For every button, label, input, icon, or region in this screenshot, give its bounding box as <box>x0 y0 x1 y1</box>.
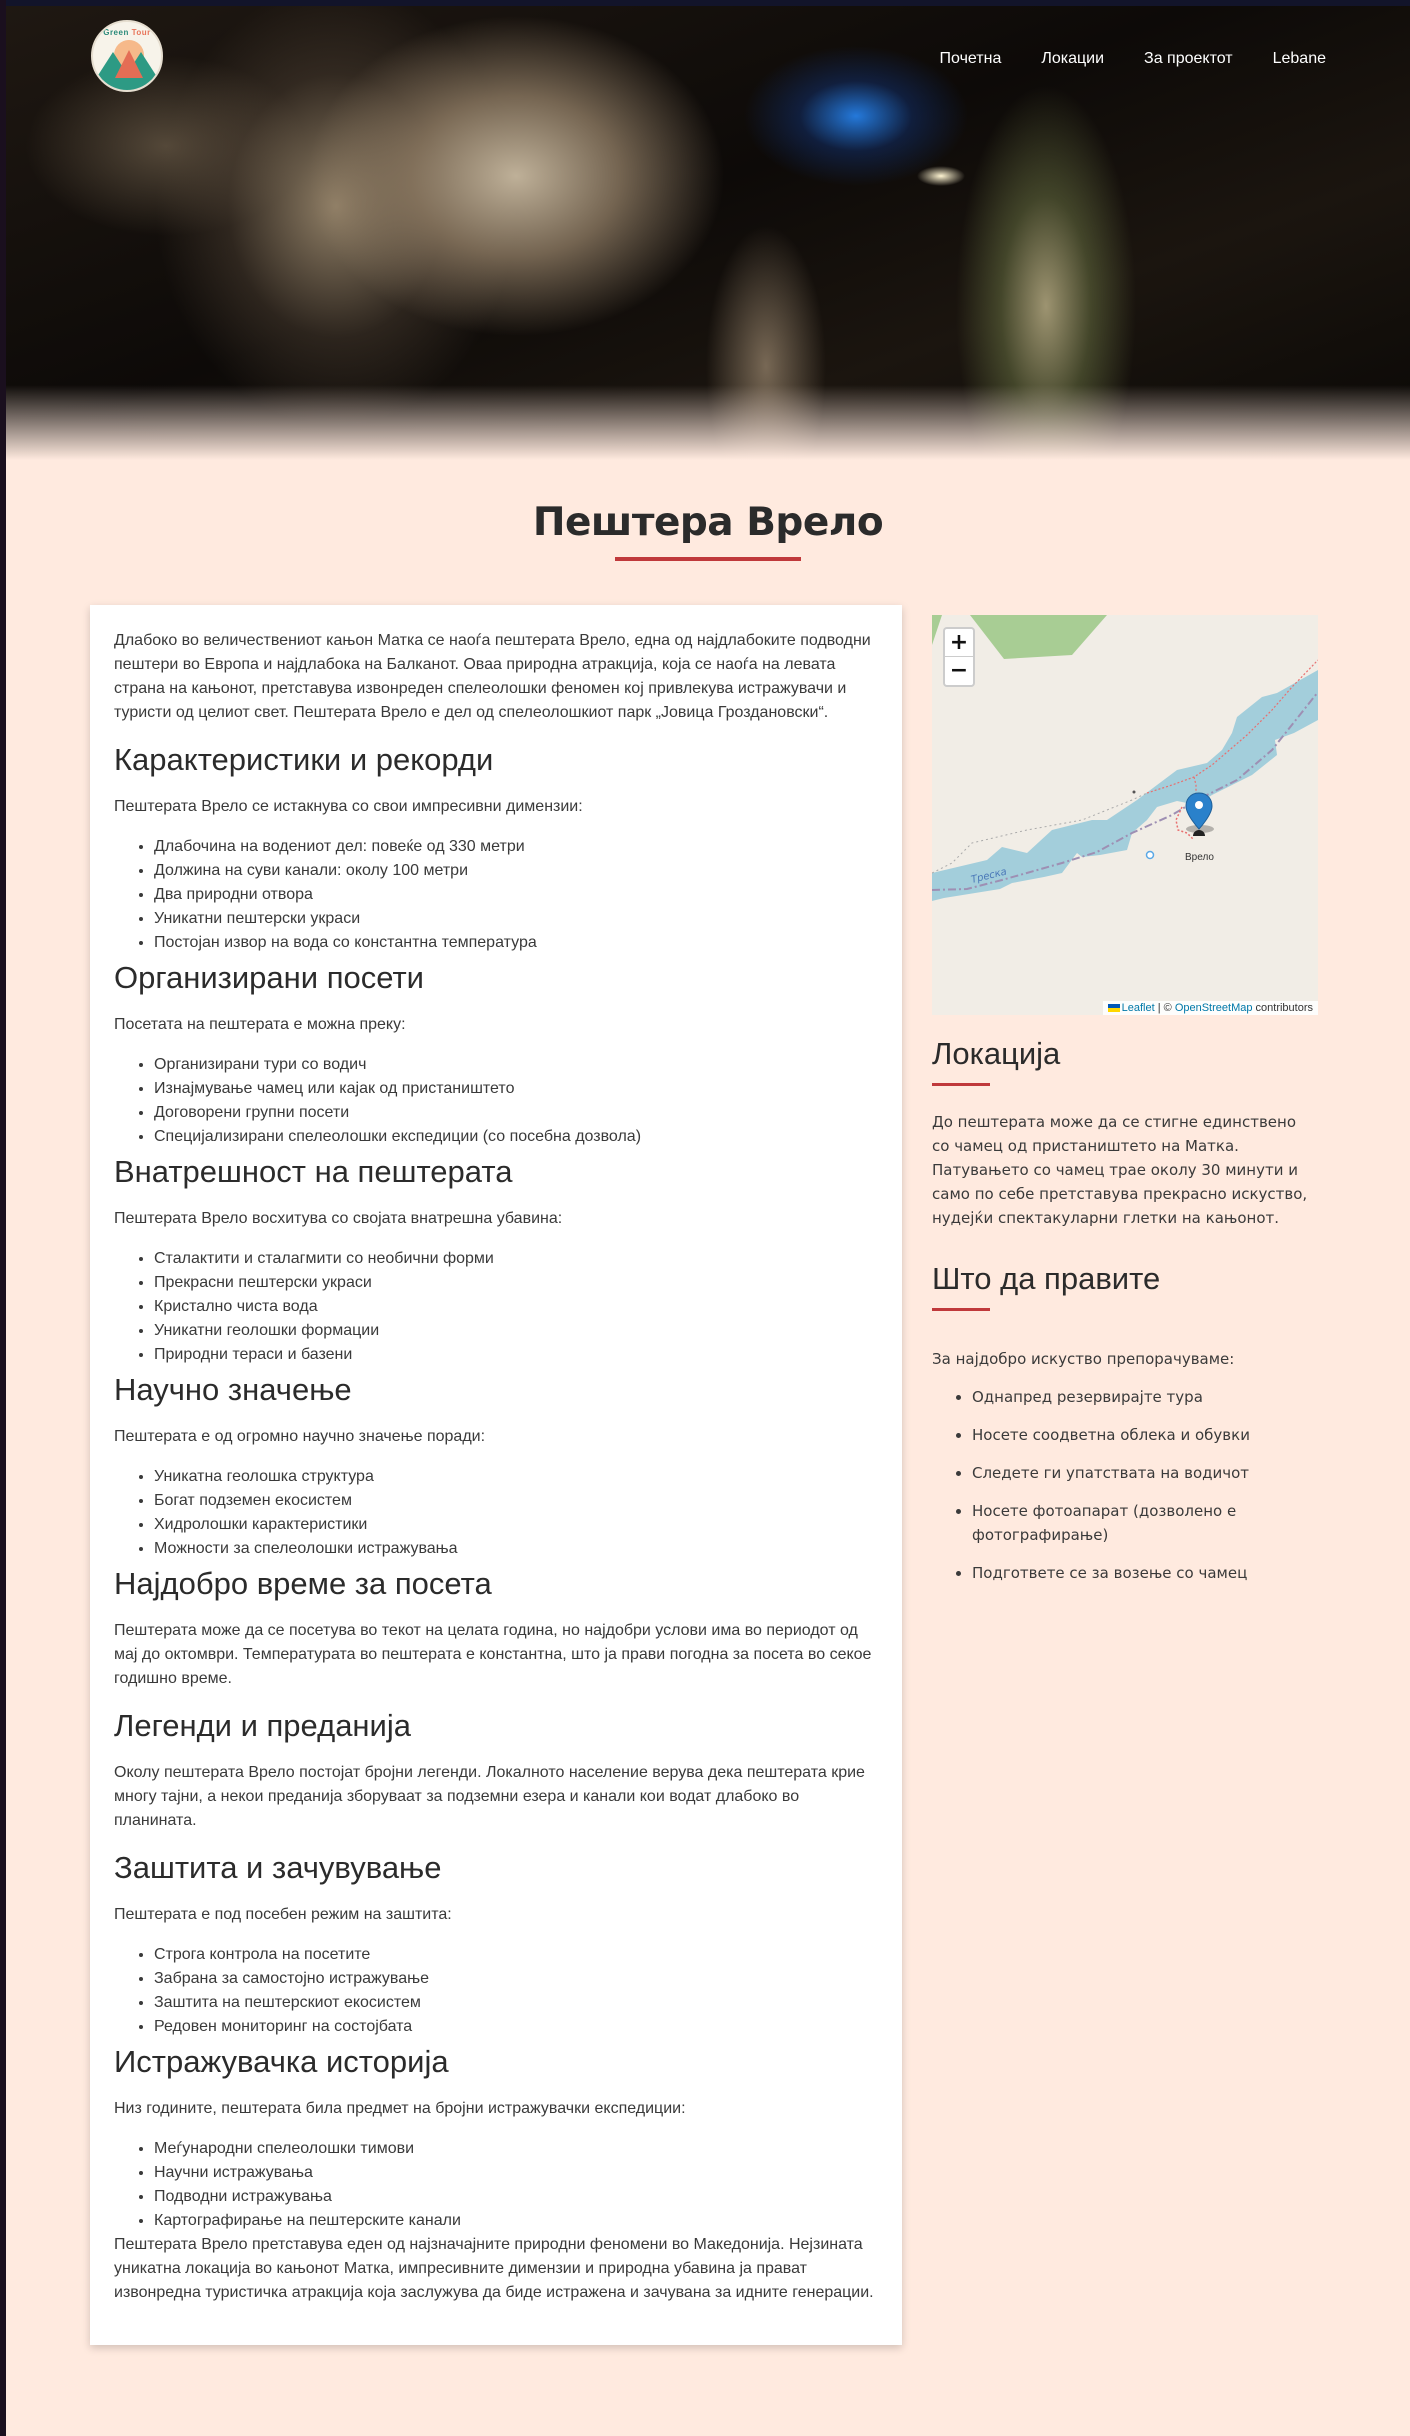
heading-underline <box>932 1083 990 1086</box>
section-heading: Карактеристики и рекорди <box>114 742 494 777</box>
map-zoom-control <box>943 627 975 687</box>
section-heading: Внатрешност на пештерата <box>114 1154 513 1189</box>
section-lead: Низ годините, пештерата била предмет на бројни истражувачки експедиции: <box>114 2100 686 2117</box>
research-list <box>114 2137 878 2233</box>
science-list <box>114 1465 878 1561</box>
section-lead: Посетата на пештерата е можна преку: <box>114 1016 406 1033</box>
section-lead: Пештерата Врело се истакнува со свои импресивни димензии: <box>114 798 583 815</box>
list-item: • Постојан извор на вода со константна температура <box>154 931 878 955</box>
logo-ground <box>93 78 161 90</box>
svg-text:Треска: Треска <box>970 866 1008 886</box>
intro-paragraph: Длабоко во величествениот кањон Матка се наоѓа пештерата Врело, една од најдлабоките подводни пештери во Европа и најдлабока на Балканот. Оваа природна атракција, која се наоѓа на левата страна на кањонот, претставува извонреден спелеолошки феномен кој привлекува истражувачи и туристи од целиот свет. Пештерата Врело е дел од спелеолошкиот парк „Јовица Гроздановски“. <box>114 632 871 721</box>
list-item: • Богат подземен екосистем <box>154 1489 878 1513</box>
interior-list <box>114 1247 878 1367</box>
list-item: • Организирани тури со водич <box>154 1053 878 1077</box>
list-item: • Длабочина на водениот дел: повеќе од 330 метри <box>154 835 878 859</box>
list-item: • Меѓународни спелеолошки тимови <box>154 2137 878 2161</box>
list-item: • Картографирање на пештерските канали <box>154 2209 878 2233</box>
main-article <box>90 605 902 2345</box>
heading-underline <box>932 1308 990 1311</box>
map-marker-label: Врело <box>1185 852 1214 863</box>
main-nav <box>900 50 1326 68</box>
list-item: • Кристално чиста вода <box>154 1295 878 1319</box>
list-item: • Редовен мониторинг на состојбата <box>154 2015 878 2039</box>
nav-link-lebane[interactable]: Lebane <box>1272 50 1326 67</box>
list-item: • Можности за спелеолошки истражувања <box>154 1537 878 1561</box>
list-item: • Специјализирани спелеолошки експедиции (со посебна дозвола) <box>154 1125 878 1149</box>
visits-list <box>114 1053 878 1149</box>
sidebar <box>932 605 1318 2345</box>
protection-list <box>114 1943 878 2039</box>
features-list <box>114 835 878 955</box>
map-tiles <box>932 615 1318 1015</box>
nav-link-locations[interactable]: Локации <box>1041 50 1105 67</box>
list-item: • Два природни отвора <box>154 883 878 907</box>
list-item: • Строга контрола на посетите <box>154 1943 878 1967</box>
section-heading: Научно значење <box>114 1372 352 1407</box>
logo[interactable] <box>91 20 163 92</box>
list-item: • Научни истражувања <box>154 2161 878 2185</box>
map-attribution: Leaflet | © OpenStreetMap contributors <box>1103 1001 1318 1015</box>
page-title: Пештера Врело <box>532 500 884 545</box>
section-lead: Пештерата Врело восхитува со својата внатрешна убавина: <box>114 1210 563 1227</box>
list-item: • Однапред резервирајте тура <box>972 1385 1318 1409</box>
list-item: • Хидролошки карактеристики <box>154 1513 878 1537</box>
section-paragraph: Пештерата може да се посетува во текот на целата година, но најдобри услови има во периодот од мај до октомври. Температурата во пештерата е константна, што ја прави погодна за посета во секое годишно време. <box>114 1622 872 1687</box>
title-underline <box>615 557 801 561</box>
section-heading: Најдобро време за посета <box>114 1566 492 1601</box>
zoom-in-button[interactable]: + <box>945 629 973 657</box>
todo-heading: Што да правите <box>932 1261 1161 1296</box>
content <box>6 605 1410 2345</box>
section-lead: Пештерата е од огромно научно значење поради: <box>114 1428 486 1445</box>
list-item: • Должина на суви канали: околу 100 метри <box>154 859 878 883</box>
list-item: • Уникатна геолошка структура <box>154 1465 878 1489</box>
section-paragraph: Околу пештерата Врело постојат бројни легенди. Локалното население верува дека пештерата крие многу тајни, а некои преданија зборуваат за подземни езера и канали кои водат длабоко во планината. <box>114 1764 865 1829</box>
list-item: • Подводни истражувања <box>154 2185 878 2209</box>
title-section <box>6 500 1410 561</box>
list-item: • Подгответе се за возење со чамец <box>972 1561 1318 1585</box>
section-heading: Организирани посети <box>114 960 424 995</box>
section-heading: Истражувачка историја <box>114 2044 449 2079</box>
section-lead: Пештерата е под посебен режим на заштита: <box>114 1906 452 1923</box>
list-item: • Уникатни пештерски украси <box>154 907 878 931</box>
todo-lead: За најдобро искуство препорачуваме: <box>932 1350 1235 1368</box>
logo-text: Green Tour <box>103 28 151 37</box>
page <box>6 0 1410 2436</box>
location-heading: Локација <box>932 1036 1061 1071</box>
hero-banner <box>6 0 1410 460</box>
zoom-out-button[interactable]: − <box>949 658 969 683</box>
list-item: • Забрана за самостојно истражување <box>154 1967 878 1991</box>
section-heading: Легенди и преданија <box>114 1708 411 1743</box>
list-item: • Носете фотоапарат (дозволено е фотографирање) <box>972 1499 1318 1547</box>
conclusion-paragraph: Пештерата Врело претставува еден од најзначајните природни феномени во Македонија. Нејзината уникатна локација во кањонот Матка, импресивните димензии и природна убавина ја прават извонредна туристичка атракција која заслужува да биде истражена и зачувана за идните генерации. <box>114 2236 874 2301</box>
osm-link[interactable]: OpenStreetMap <box>1174 1002 1253 1014</box>
todo-list <box>932 1385 1318 1585</box>
list-item: • Прекрасни пештерски украси <box>154 1271 878 1295</box>
list-item: • Природни тераси и базени <box>154 1343 878 1367</box>
leaflet-link[interactable]: Leaflet <box>1121 1002 1155 1014</box>
logo-tent-icon <box>114 50 144 80</box>
ukraine-flag-icon <box>1108 1004 1120 1012</box>
list-item: • Заштита на пештерскиот екосистем <box>154 1991 878 2015</box>
location-text: До пештерата може да се стигне единствено со чамец од пристаништето на Матка. Патувањето со чамец трае околу 30 минути и само по себе претставува прекрасно искуство, нудејќи спектакуларни глетки на кањонот. <box>932 1113 1308 1227</box>
list-item: • Уникатни геолошки формации <box>154 1319 878 1343</box>
list-item: • Изнајмување чамец или кајак од пристаништето <box>154 1077 878 1101</box>
list-item: • Следете ги упатствата на водичот <box>972 1461 1318 1485</box>
list-item: • Носете соодветна облека и обувки <box>972 1423 1318 1447</box>
nav-link-about-project[interactable]: За проектот <box>1144 50 1233 67</box>
location-map[interactable] <box>932 615 1318 1015</box>
nav-link-home[interactable]: Почетна <box>939 50 1002 67</box>
section-heading: Заштита и зачувување <box>114 1850 442 1885</box>
list-item: • Сталактити и сталагмити со необични форми <box>154 1247 878 1271</box>
list-item: • Договорени групни посети <box>154 1101 878 1125</box>
